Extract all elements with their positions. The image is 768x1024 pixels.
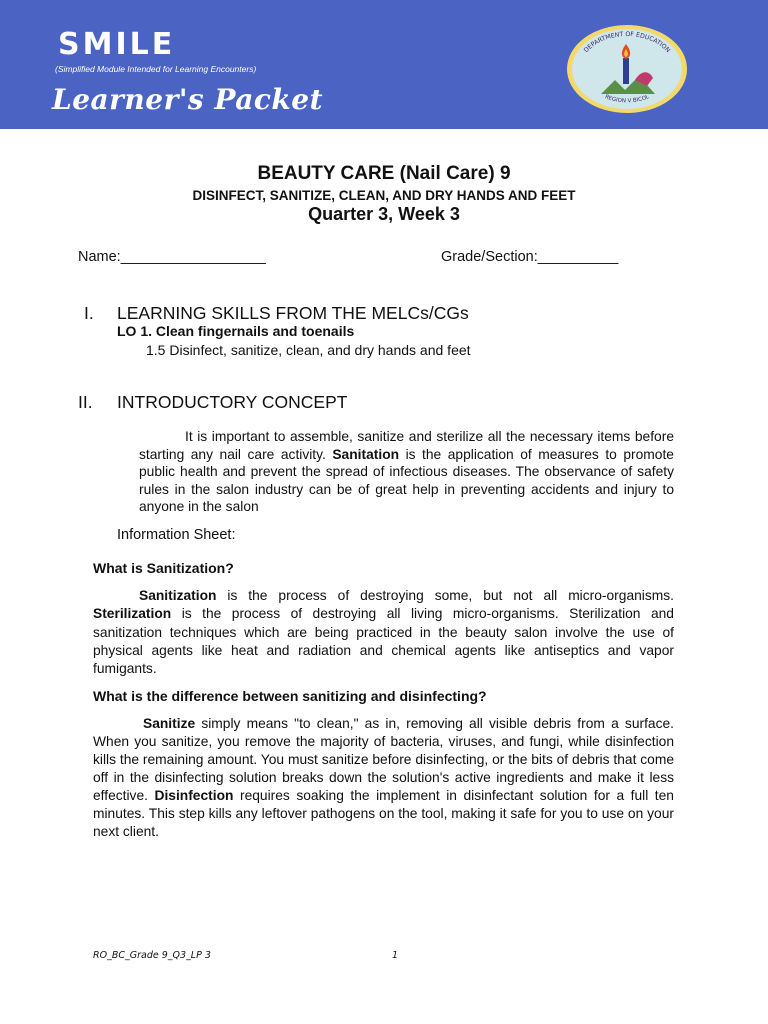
question-sanitization: What is Sanitization? bbox=[93, 560, 234, 576]
seal-bottom-text: REGION V BICOL bbox=[604, 94, 651, 105]
brand-subtitle: (Simplified Module Intended for Learning Encounters) bbox=[55, 64, 257, 74]
header-banner bbox=[0, 0, 768, 129]
sanitization-definition: is the process of destroying some, but not all micro-organisms. bbox=[227, 588, 674, 603]
term-sanitize: Sanitize bbox=[143, 716, 196, 731]
section-1-number: I. bbox=[84, 303, 94, 323]
deped-seal-logo bbox=[565, 24, 689, 114]
intro-text-a: It is important to assemble, sanitize and sterilize all the necessary items before starting any nail care activity. bbox=[139, 429, 674, 462]
page-number: 1 bbox=[392, 950, 399, 961]
learning-objective: LO 1. Clean fingernails and toenails bbox=[117, 323, 355, 339]
brand-title: SMILE bbox=[58, 27, 176, 62]
question-difference: What is the difference between sanitizing and disinfecting? bbox=[93, 688, 487, 704]
sanitize-explanation: simply means "to clean," as in, removing all visible debris from a surface. When you sanitize, you remove the majority of bacteria, viruses, and fungi, while disinfection kills the remaining amount. You must sanitize before disinfecting, or the bits of debris that come off in the disinfecting solution breaks down the solution's active ingredients and make it less effective. bbox=[93, 716, 674, 803]
subject-title: BEAUTY CARE (Nail Care) 9 bbox=[257, 163, 511, 184]
footer-code: RO_BC_Grade 9_Q3_LP 3 bbox=[93, 950, 211, 961]
intro-bold-term: Sanitation bbox=[332, 446, 400, 462]
grade-section-field[interactable]: Grade/Section:__________ bbox=[441, 249, 619, 265]
information-sheet-label: Information Sheet: bbox=[117, 527, 236, 543]
difference-paragraph bbox=[93, 715, 674, 841]
topic-title: DISINFECT, SANITIZE, CLEAN, AND DRY HANDS AND FEET bbox=[192, 188, 576, 203]
sterilization-definition: is the process of destroying all living micro-organisms. Sterilization and sanitization techniques which are being practiced in the beauty salon involve the use of physical agents like heat and radiation and chemical agents like antiseptics and vapor fumigants. bbox=[93, 606, 674, 677]
seal-top-text: DEPARTMENT OF EDUCATION bbox=[582, 30, 672, 55]
name-field[interactable]: Name:__________________ bbox=[78, 249, 266, 265]
disinfection-explanation: requires soaking the implement in disinfectant solution for a full ten minutes. This step kills any leftover pathogens on the tool, making it safe for you to use on your next client. bbox=[93, 788, 674, 839]
term-sterilization: Sterilization bbox=[93, 606, 172, 622]
intro-text-b: is the application of measures to promote public health and prevent the spread of infectious diseases. The observance of safety rules in the salon industry can be of great help in preventing accidents and injury to anyone in the salon bbox=[139, 446, 674, 514]
section-2-number: II. bbox=[78, 392, 93, 412]
sanitization-paragraph bbox=[93, 587, 674, 678]
learning-objective-sub: 1.5 Disinfect, sanitize, clean, and dry hands and feet bbox=[146, 342, 471, 358]
term-sanitization: Sanitization bbox=[139, 588, 217, 603]
intro-paragraph bbox=[139, 428, 674, 516]
quarter-title: Quarter 3, Week 3 bbox=[308, 204, 460, 224]
term-disinfection: Disinfection bbox=[154, 788, 234, 803]
section-1-title: LEARNING SKILLS FROM THE MELCs/CGs bbox=[117, 303, 469, 323]
packet-title: Learner's Packet bbox=[52, 83, 324, 116]
section-2-title: INTRODUCTORY CONCEPT bbox=[117, 392, 348, 412]
